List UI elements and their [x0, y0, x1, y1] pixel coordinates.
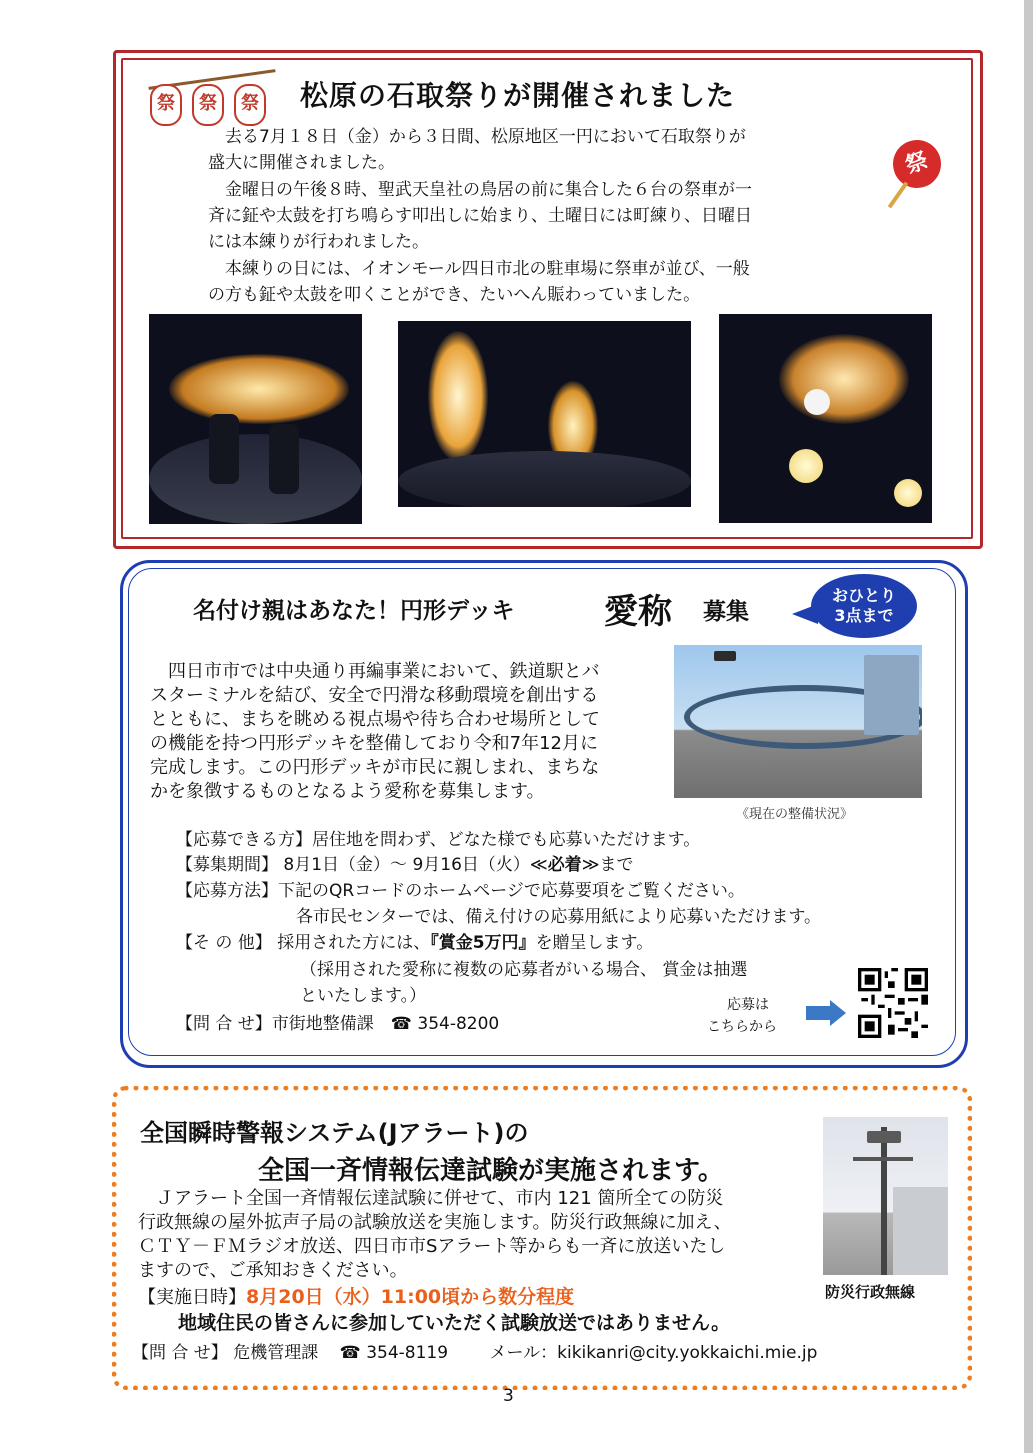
contact-label: 【問 合 せ】	[132, 1343, 228, 1363]
qr-label-line1: 応募は	[727, 997, 769, 1013]
naming-title: 名付け親はあなた！円形デッキ	[193, 598, 515, 624]
festival-photo-1	[149, 314, 362, 524]
jalert-line: Ｊアラート全国一斉情報伝達試験に併せて、市内 121 箇所全ての防災	[138, 1188, 724, 1209]
festival-title: 松原の石取祭りが開催されました	[300, 79, 736, 112]
item-text: 居住地を問わず、どなた様でも応募いただけます。	[312, 830, 701, 850]
deck-photo-caption: 《現在の整備状況》	[736, 807, 854, 822]
naming-line: 四日市市では中央通り再編事業において、鉄道駅とバ	[150, 661, 600, 682]
jalert-line: 行政無線の屋外拡声子局の試験放送を実施します。防災行政無線に加え、	[138, 1212, 732, 1233]
festival-line: の方も鉦や太鼓を叩くことができ、たいへん賑わっていました。	[208, 285, 701, 305]
festival-line: には本練りが行われました。	[208, 232, 429, 252]
item-text: 市街地整備課 ☎ 354-8200	[271, 1014, 500, 1034]
naming-line: の機能を持つ円形デッキを整備しており令和7年12月に	[150, 733, 598, 754]
item-label: 【そ の 他】	[176, 933, 272, 953]
arrow-right-icon-head	[830, 1000, 846, 1026]
jalert-notice: 地域住民の皆さんに参加していただく試験放送ではありません。	[178, 1312, 731, 1334]
naming-title-emphasis: 愛称	[604, 592, 672, 632]
arrow-right-icon	[806, 1006, 830, 1020]
item-label: 【問 合 せ】	[176, 1014, 272, 1034]
apply-other	[176, 931, 653, 956]
limit-badge	[811, 574, 917, 638]
apply-other-note	[300, 958, 747, 983]
festival-line: 本練りの日には、イオンモール四日市北の駐車場に祭車が並び、一般	[208, 259, 750, 279]
apply-period	[176, 853, 633, 878]
date-value: 8月20日（水）11:00頃から数分程度	[246, 1286, 575, 1308]
radio-photo-caption: 防災行政無線	[825, 1283, 916, 1301]
page-number: 3	[503, 1386, 514, 1406]
circular-deck-photo	[674, 645, 922, 798]
item-text: 8月1日（金）～ 9月16日（火）≪	[278, 855, 548, 875]
festival-line: 斉に鉦や太鼓を打ち鳴らす叩出しに始まり、土曜日には町練り、日曜日	[208, 206, 752, 226]
qr-label-line2: こちらから	[707, 1019, 777, 1035]
naming-line: スターミナルを結び、安全で円滑な移動環境を創出する	[150, 685, 599, 706]
apply-method-note	[296, 905, 821, 930]
apply-other-note-2	[300, 984, 426, 1009]
festival-line: 金曜日の午後８時、聖武天皇社の鳥居の前に集合した６台の祭車が一	[208, 180, 752, 200]
jalert-line: ＣＴＹ－ＦＭラジオ放送、四日市市Sアラート等からも一斉に放送いたし	[138, 1236, 726, 1257]
limit-badge-line2: 3点まで	[834, 606, 894, 625]
naming-title-suffix: 募集	[703, 599, 749, 625]
page-edge	[1024, 0, 1033, 1453]
jalert-title-line2: 全国一斉情報伝達試験が実施されます。	[258, 1156, 724, 1186]
item-text: 下記のQRコードのホームページで応募要項をご覧ください。	[278, 881, 745, 901]
item-text: （採用された愛称に複数の応募者がいる場合、 賞金は抽選	[300, 960, 748, 980]
limit-badge-line1: おひとり	[831, 586, 896, 605]
festival-fan-icon: 祭	[886, 133, 948, 195]
item-tail: ≫まで	[581, 855, 634, 875]
lantern-icon: 祭	[234, 84, 266, 126]
item-emphasis: 『賞金5万円』	[430, 933, 536, 953]
lantern-icon: 祭	[150, 84, 182, 126]
item-text: 採用された方には、	[271, 933, 431, 953]
festival-photo-3	[719, 314, 932, 523]
festival-line: 盛大に開催されました。	[208, 153, 395, 173]
jalert-contact	[132, 1340, 817, 1366]
item-label: 【募集期間】	[176, 855, 278, 875]
jalert-line: ますので、ご承知おきください。	[138, 1260, 408, 1281]
naming-line: かを象徴するものとなるよう愛称を募集します。	[150, 781, 545, 802]
item-label: 【応募できる方】	[176, 830, 312, 850]
festival-line: 去る7月１８日（金）から３日間、松原地区一円において石取祭りが	[208, 127, 746, 147]
apply-method	[176, 879, 745, 904]
item-label: 【応募方法】	[176, 881, 278, 901]
item-tail: を贈呈します。	[535, 933, 654, 953]
jalert-date	[138, 1284, 574, 1311]
festival-photo-2	[398, 321, 691, 507]
contact-mail[interactable]: メール：kikikanri@city.yokkaichi.mie.jp	[489, 1343, 818, 1363]
disaster-radio-photo	[823, 1117, 948, 1275]
apply-eligibility	[176, 828, 700, 853]
item-text: 各市民センターでは、備え付けの応募用紙により応募いただけます。	[296, 907, 821, 927]
lantern-icon: 祭	[192, 84, 224, 126]
contact-dept: 危機管理課	[233, 1343, 319, 1363]
contact-phone: ☎ 354-8119	[339, 1343, 449, 1363]
naming-line: 完成します。この円形デッキが市民に親しまれ、まちな	[150, 757, 600, 778]
naming-contact	[176, 1012, 499, 1037]
item-emphasis: 必着	[547, 855, 582, 875]
naming-line: とともに、まちを眺める視点場や待ち合わせ場所として	[150, 709, 600, 730]
date-label: 【実施日時】	[138, 1287, 246, 1308]
item-text: といたします。）	[300, 986, 427, 1006]
qr-code[interactable]	[858, 968, 928, 1038]
jalert-title-line1: 全国瞬時警報システム(Jアラート)の	[140, 1119, 529, 1147]
